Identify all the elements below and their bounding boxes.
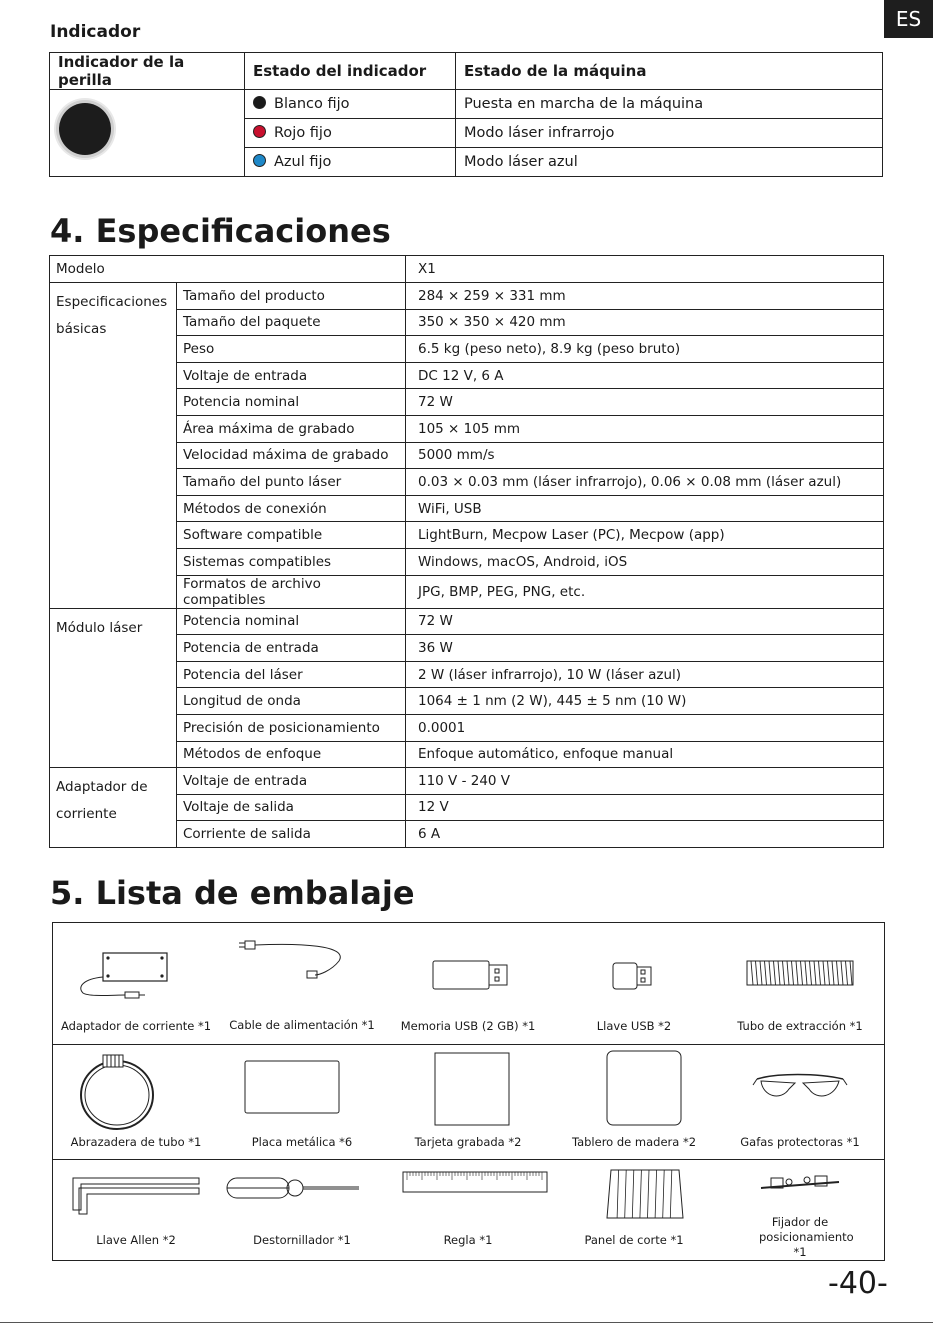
packing-item-label: Panel de corte *1 bbox=[584, 1233, 684, 1247]
packing-item-label: Adaptador de corriente *1 bbox=[60, 1019, 212, 1033]
packing-item bbox=[551, 1045, 717, 1159]
usb-key-icon bbox=[551, 923, 717, 1013]
indicator-state-cell bbox=[245, 119, 456, 148]
packing-item bbox=[385, 1160, 551, 1262]
packing-item bbox=[717, 923, 883, 1044]
spec-row bbox=[50, 283, 884, 310]
spec-row bbox=[50, 768, 884, 795]
packing-item bbox=[717, 1045, 883, 1159]
packing-item-label: Llave Allen *2 bbox=[96, 1233, 176, 1247]
spec-label: Longitud de onda bbox=[177, 688, 406, 715]
spec-label: Corriente de salida bbox=[177, 821, 406, 848]
spec-value: Windows, macOS, Android, iOS bbox=[406, 548, 884, 575]
spec-label: Software compatible bbox=[177, 522, 406, 549]
indicator-state-cell bbox=[245, 148, 456, 177]
spec-value: 12 V bbox=[406, 794, 884, 821]
spec-category: Adaptador de corriente bbox=[50, 768, 177, 848]
spec-label: Métodos de conexión bbox=[177, 495, 406, 522]
wood-board-icon bbox=[551, 1045, 717, 1135]
spec-value: 110 V - 240 V bbox=[406, 768, 884, 795]
packing-item-label: Fijador de posicionamiento *1 bbox=[759, 1215, 854, 1259]
spec-value: 72 W bbox=[406, 608, 884, 635]
spec-label: Formatos de archivo compatibles bbox=[177, 575, 406, 608]
spec-value: 6.5 kg (peso neto), 8.9 kg (peso bruto) bbox=[406, 336, 884, 363]
machine-state: Modo láser infrarrojo bbox=[456, 119, 883, 148]
spec-value: LightBurn, Mecpow Laser (PC), Mecpow (app) bbox=[406, 522, 884, 549]
spec-label: Voltaje de salida bbox=[177, 794, 406, 821]
spec-value: 105 × 105 mm bbox=[406, 415, 884, 442]
spec-value: 72 W bbox=[406, 389, 884, 416]
packing-item bbox=[219, 923, 385, 1044]
dot-icon bbox=[253, 154, 266, 167]
engraved-card-icon bbox=[385, 1045, 551, 1135]
indicator-state: Azul fijo bbox=[274, 154, 332, 170]
packing-item-label: Tarjeta grabada *2 bbox=[414, 1135, 522, 1149]
spec-value: 2 W (láser infrarrojo), 10 W (láser azul) bbox=[406, 661, 884, 688]
tube-clamp-icon bbox=[53, 1045, 219, 1135]
indicator-header-row bbox=[50, 53, 883, 90]
spec-label: Potencia de entrada bbox=[177, 635, 406, 662]
metal-plate-icon bbox=[219, 1045, 385, 1135]
spec-value: DC 12 V, 6 A bbox=[406, 362, 884, 389]
spec-value: 0.0001 bbox=[406, 714, 884, 741]
spec-label: Peso bbox=[177, 336, 406, 363]
spec-value: 36 W bbox=[406, 635, 884, 662]
spec-category: Especificaciones básicas bbox=[50, 283, 177, 609]
page-number: -40- bbox=[828, 1266, 888, 1301]
indicator-state-cell bbox=[245, 90, 456, 119]
packing-item bbox=[717, 1160, 883, 1262]
packing-item bbox=[551, 923, 717, 1044]
packing-item bbox=[385, 923, 551, 1044]
packing-title: 5. Lista de embalaje bbox=[50, 874, 415, 912]
header-indicator-state: Estado del indicador bbox=[245, 53, 456, 90]
spec-value: WiFi, USB bbox=[406, 495, 884, 522]
bottom-divider bbox=[0, 1322, 933, 1323]
indicator-table bbox=[49, 52, 883, 177]
spec-value: 284 × 259 × 331 mm bbox=[406, 283, 884, 310]
packing-item-label: Destornillador *1 bbox=[253, 1233, 351, 1247]
packing-item-label: Regla *1 bbox=[443, 1233, 493, 1247]
packing-item-label: Placa metálica *6 bbox=[251, 1135, 353, 1149]
packing-item bbox=[53, 1045, 219, 1159]
packing-item-label: Tablero de madera *2 bbox=[571, 1135, 697, 1149]
power-cable-icon bbox=[219, 923, 385, 1013]
spec-value: 350 × 350 × 420 mm bbox=[406, 309, 884, 336]
spec-label: Tamaño del producto bbox=[177, 283, 406, 310]
spec-label: Métodos de enfoque bbox=[177, 741, 406, 768]
model-row bbox=[50, 256, 884, 283]
spec-label: Tamaño del paquete bbox=[177, 309, 406, 336]
packing-item-label: Tubo de extracción *1 bbox=[737, 1019, 863, 1033]
packing-item-label: Cable de alimentación *1 bbox=[229, 1018, 375, 1032]
specs-table bbox=[49, 255, 884, 848]
dot-icon bbox=[253, 125, 266, 138]
spec-value: 0.03 × 0.03 mm (láser infrarrojo), 0.06 × 0.08 mm (láser azul) bbox=[406, 469, 884, 496]
spec-label: Potencia nominal bbox=[177, 608, 406, 635]
packing-list bbox=[52, 922, 885, 1261]
exhaust-tube-icon bbox=[717, 923, 883, 1013]
machine-state: Modo láser azul bbox=[456, 148, 883, 177]
ruler-icon bbox=[385, 1160, 551, 1240]
knob-cell bbox=[50, 90, 245, 177]
packing-row bbox=[53, 923, 884, 1045]
spec-label: Potencia del láser bbox=[177, 661, 406, 688]
packing-item-label: Abrazadera de tubo *1 bbox=[70, 1135, 202, 1149]
spec-value: JPG, BMP, PEG, PNG, etc. bbox=[406, 575, 884, 608]
indicator-state: Blanco fijo bbox=[274, 96, 350, 112]
packing-item bbox=[53, 923, 219, 1044]
spec-label: Potencia nominal bbox=[177, 389, 406, 416]
language-badge: ES bbox=[884, 0, 933, 38]
spec-label: Voltaje de entrada bbox=[177, 768, 406, 795]
model-value: X1 bbox=[406, 256, 884, 283]
allen-key-icon bbox=[53, 1160, 219, 1240]
spec-category: Módulo láser bbox=[50, 608, 177, 768]
model-label: Modelo bbox=[50, 256, 406, 283]
packing-item bbox=[219, 1045, 385, 1159]
spec-label: Precisión de posicionamiento bbox=[177, 714, 406, 741]
power-adapter-icon bbox=[53, 923, 219, 1013]
specs-title: 4. Especificaciones bbox=[50, 212, 391, 250]
header-machine-state: Estado de la máquina bbox=[456, 53, 883, 90]
spec-label: Voltaje de entrada bbox=[177, 362, 406, 389]
screwdriver-icon bbox=[219, 1160, 385, 1240]
safety-glasses-icon bbox=[717, 1045, 883, 1135]
spec-label: Velocidad máxima de grabado bbox=[177, 442, 406, 469]
indicator-title: Indicador bbox=[50, 22, 141, 42]
spec-value: Enfoque automático, enfoque manual bbox=[406, 741, 884, 768]
packing-item bbox=[551, 1160, 717, 1262]
packing-row bbox=[53, 1160, 884, 1262]
packing-item-label: Gafas protectoras *1 bbox=[740, 1135, 860, 1149]
spec-value: 1064 ± 1 nm (2 W), 445 ± 5 nm (10 W) bbox=[406, 688, 884, 715]
spec-value: 5000 mm/s bbox=[406, 442, 884, 469]
usb-memory-icon bbox=[385, 923, 551, 1013]
spec-value: 6 A bbox=[406, 821, 884, 848]
knob-icon bbox=[59, 103, 111, 155]
indicator-row bbox=[50, 90, 883, 119]
packing-row bbox=[53, 1045, 884, 1160]
indicator-state: Rojo fijo bbox=[274, 125, 332, 141]
packing-item-label: Llave USB *2 bbox=[596, 1019, 672, 1033]
cutting-panel-icon bbox=[551, 1160, 717, 1240]
spec-row bbox=[50, 608, 884, 635]
packing-item bbox=[219, 1160, 385, 1262]
packing-item-label: Memoria USB (2 GB) *1 bbox=[400, 1019, 536, 1033]
dot-icon bbox=[253, 96, 266, 109]
header-knob-indicator: Indicador de la perilla bbox=[50, 53, 245, 90]
packing-item bbox=[53, 1160, 219, 1262]
spec-label: Sistemas compatibles bbox=[177, 548, 406, 575]
spec-label: Tamaño del punto láser bbox=[177, 469, 406, 496]
spec-label: Área máxima de grabado bbox=[177, 415, 406, 442]
machine-state: Puesta en marcha de la máquina bbox=[456, 90, 883, 119]
packing-item bbox=[385, 1045, 551, 1159]
